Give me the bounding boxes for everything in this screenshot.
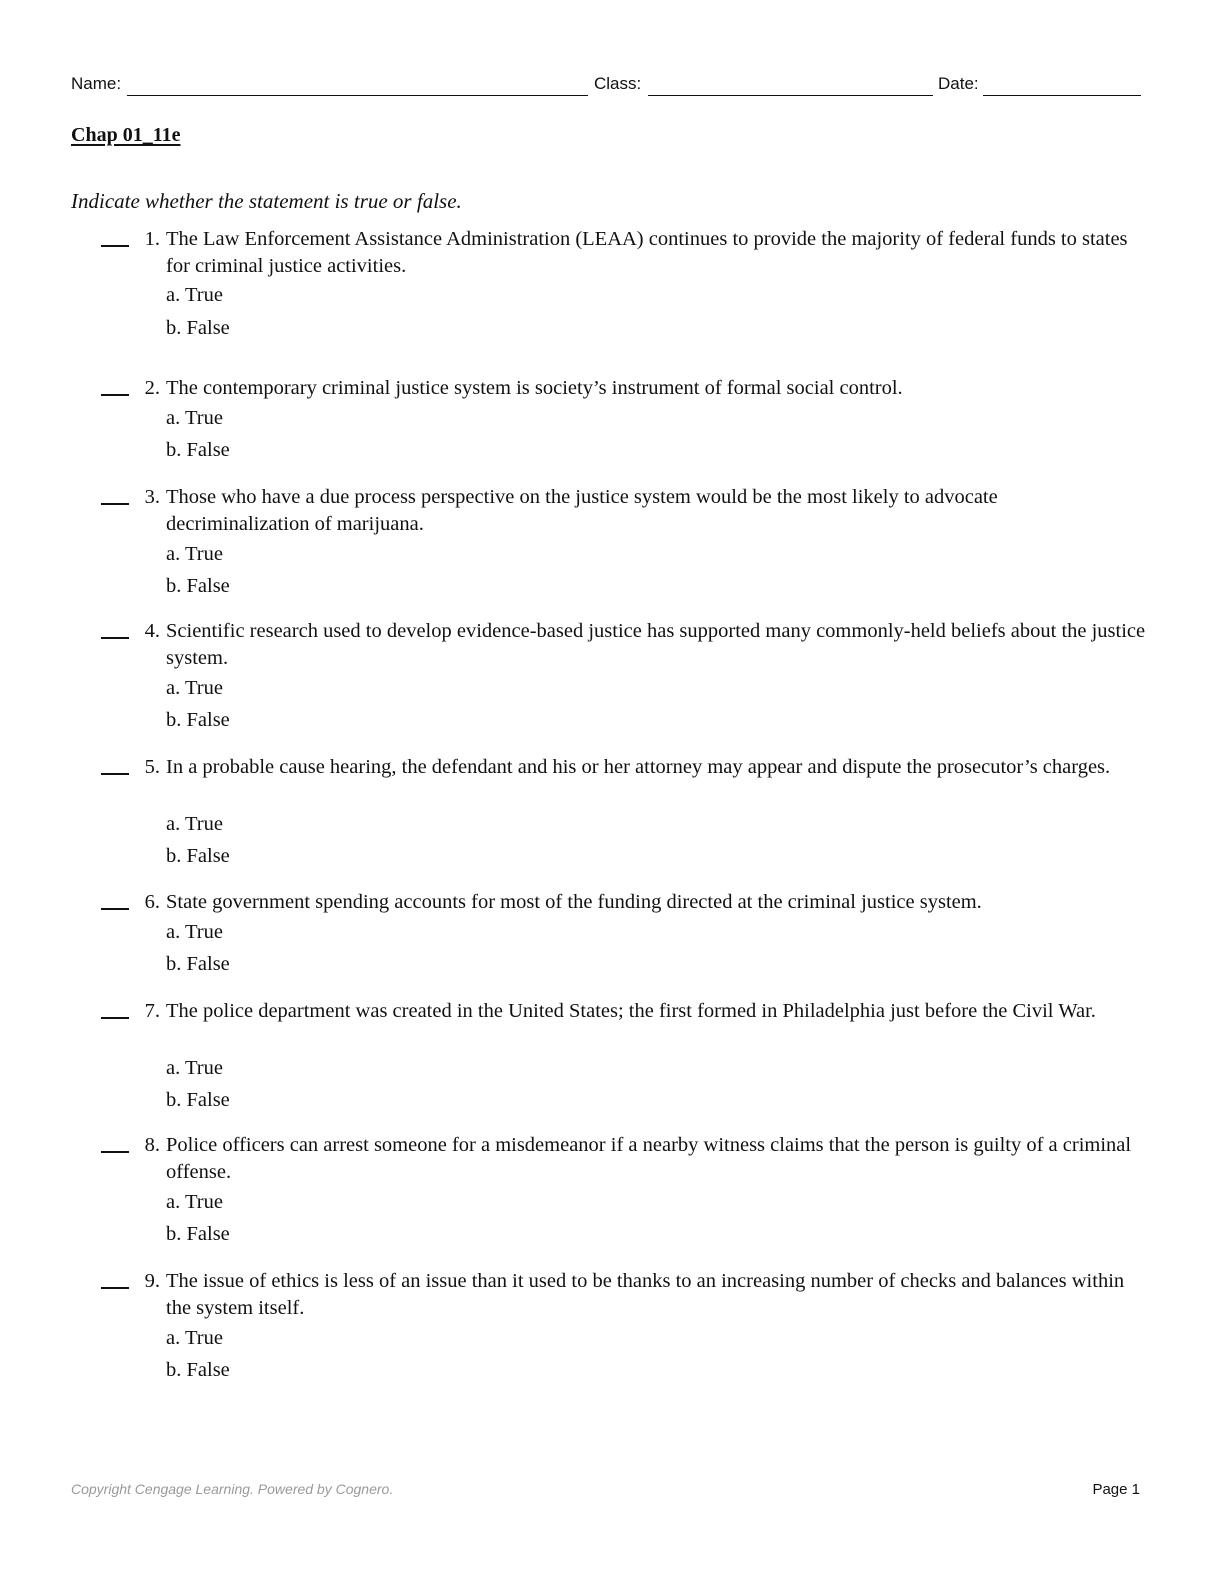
option-false: b. False	[166, 439, 230, 461]
option-false: b. False	[166, 1359, 230, 1381]
question-number: 3.	[144, 486, 160, 508]
question-text: Those who have a due process perspective on the justice system would be the most likely to advocate decriminalization of marijuana.	[166, 486, 998, 535]
option-false: b. False	[166, 575, 230, 597]
answer-blank[interactable]	[101, 1151, 129, 1153]
option-false: b. False	[166, 953, 230, 975]
copyright-notice: Copyright Cengage Learning. Powered by Cognero.	[71, 1481, 394, 1497]
question-text: Scientific research used to develop evidence-based justice has supported many commonly-held beliefs about the justice system.	[166, 620, 1146, 669]
header-fields	[71, 74, 1141, 98]
option-false: b. False	[166, 1223, 230, 1245]
question-text: The contemporary criminal justice system is society’s instrument of formal social control.	[166, 377, 903, 399]
answer-blank[interactable]	[101, 637, 129, 639]
page-number: Page 1	[1092, 1481, 1140, 1498]
question-number: 9.	[144, 1270, 160, 1292]
name-label: Name:	[71, 74, 122, 93]
option-true: a. True	[166, 1191, 223, 1213]
class-field[interactable]	[648, 95, 933, 96]
question-number: 8.	[144, 1134, 160, 1156]
question-text: State government spending accounts for most of the funding directed at the criminal justice system.	[166, 891, 982, 913]
option-true: a. True	[166, 284, 223, 306]
question-number: 4.	[144, 620, 160, 642]
question-number: 7.	[144, 1000, 160, 1022]
answer-blank[interactable]	[101, 908, 129, 910]
class-label: Class:	[594, 74, 642, 93]
question-text: The issue of ethics is less of an issue than it used to be thanks to an increasing number of checks and balances within the system itself.	[166, 1270, 1125, 1319]
option-true: a. True	[166, 543, 223, 565]
instructions: Indicate whether the statement is true or false.	[71, 189, 462, 213]
date-field[interactable]	[983, 95, 1141, 96]
question-text: The police department was created in the United States; the first formed in Philadelphia just before the Civil War.	[166, 1000, 1096, 1022]
date-label: Date:	[938, 74, 979, 93]
option-true: a. True	[166, 813, 223, 835]
question-text: The Law Enforcement Assistance Administration (LEAA) continues to provide the majority of federal funds to states for criminal justice activities.	[166, 228, 1128, 277]
option-true: a. True	[166, 1327, 223, 1349]
answer-blank[interactable]	[101, 394, 129, 396]
question-number: 5.	[144, 756, 160, 778]
option-false: b. False	[166, 845, 230, 867]
option-false: b. False	[166, 1089, 230, 1111]
answer-blank[interactable]	[101, 245, 129, 247]
answer-blank[interactable]	[101, 1287, 129, 1289]
answer-blank[interactable]	[101, 503, 129, 505]
question-number: 2.	[144, 377, 160, 399]
name-field[interactable]	[127, 95, 588, 96]
option-true: a. True	[166, 921, 223, 943]
page-title: Chap 01_11e	[71, 124, 181, 146]
question-text: Police officers can arrest someone for a misdemeanor if a nearby witness claims that the person is guilty of a criminal offense.	[166, 1134, 1132, 1183]
option-false: b. False	[166, 709, 230, 731]
question-number: 6.	[144, 891, 160, 913]
question-text: In a probable cause hearing, the defendant and his or her attorney may appear and dispute the prosecutor’s charges.	[166, 756, 1111, 778]
option-false: b. False	[166, 317, 230, 339]
question-number: 1.	[144, 228, 160, 250]
option-true: a. True	[166, 407, 223, 429]
option-true: a. True	[166, 1057, 223, 1079]
option-true: a. True	[166, 677, 223, 699]
answer-blank[interactable]	[101, 1017, 129, 1019]
answer-blank[interactable]	[101, 773, 129, 775]
